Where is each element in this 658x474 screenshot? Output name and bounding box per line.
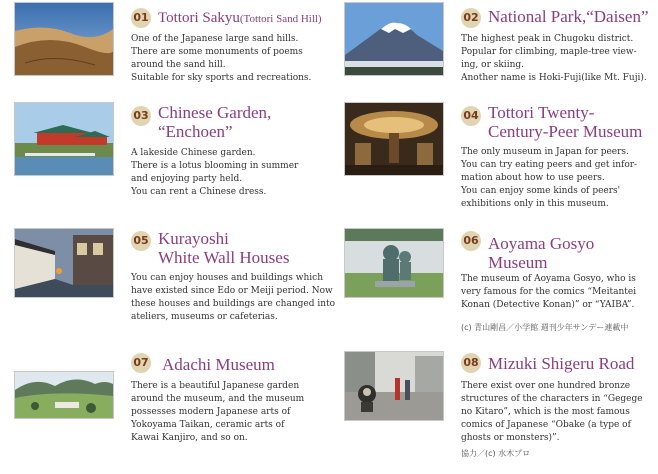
- spot-description: A lakeside Chinese garden. There is a lotus blooming in summer and enjoying party held. You can rent a Chinese dress.: [131, 148, 299, 197]
- daisen-photo[interactable]: [344, 2, 444, 76]
- tottori-sakyu-photo[interactable]: [14, 2, 114, 76]
- spot-title-main: Tottori Sakyu: [158, 10, 240, 26]
- spot-description: There exist over one hundred bronze structures of the characters in “Gegege no Kitaro”, which is the most famous comics of Japanese “Obake (a type of ghosts or monsters)”.: [461, 381, 643, 443]
- spot-card-daisen: [330, 2, 650, 118]
- spot-number-06: 06: [461, 231, 481, 251]
- spot-description: The museum of Aoyama Gosyo, who is very famous for the comics “Meitantei Konan (Detective Konan)” or “YAIBA”.: [461, 274, 637, 310]
- copyright-credit: (c) 青山剛昌／小学館 週刊少年サンデー連載中: [461, 323, 629, 332]
- adachi-museum-photo[interactable]: [14, 371, 114, 419]
- spot-number-07: 07: [131, 353, 151, 373]
- spot-title[interactable]: Mizuki Shigeru Road: [488, 354, 635, 373]
- peer-museum-photo[interactable]: [344, 102, 444, 176]
- spot-card-kurayoshi: [0, 228, 336, 344]
- spot-title[interactable]: Tottori Twenty- Century-Peer Museum: [488, 103, 643, 141]
- spot-number-05: 05: [131, 231, 151, 251]
- spot-title-sub: (Tottori Sand Hill): [239, 13, 322, 25]
- spot-description: You can enjoy houses and buildings which have existed since Edo or Meiji period. Now these houses and buildings are changed into ateliers, museums or cafeterias.: [131, 273, 336, 322]
- spot-card-adachi-museum: [0, 347, 320, 463]
- spot-card-tottori-sakyu: [0, 2, 320, 118]
- spot-title[interactable]: Chinese Garden, “Enchoen”: [158, 103, 272, 141]
- spot-description: The highest peak in Chugoku district. Popular for climbing, maple-tree view- ing, or skiing. Another name is Hoki-Fuji(like Mt. Fuji).: [461, 34, 647, 83]
- enchoen-photo[interactable]: [14, 102, 114, 176]
- copyright-credit: 協力／(c) 水木プロ: [461, 449, 531, 458]
- spot-title[interactable]: [158, 9, 322, 29]
- spot-title[interactable]: Adachi Museum: [162, 355, 275, 374]
- spot-number-02: 02: [461, 8, 481, 28]
- spot-title[interactable]: National Park,“Daisen”: [488, 7, 649, 26]
- spot-number-03: 03: [131, 106, 151, 126]
- kurayoshi-photo[interactable]: [14, 228, 114, 298]
- spot-number-08: 08: [461, 353, 481, 373]
- spot-number-01: 01: [131, 8, 151, 28]
- spot-description: The only museum in Japan for peers. You can try eating peers and get infor- mation about how to use peers. You can enjoy some kinds of peers' exhibitions only in this museum.: [461, 147, 638, 209]
- spot-description: There is a beautiful Japanese garden around the museum, and the museum possesses modern Japanese arts of Yokoyama Taikan, ceramic arts of Kawai Kanjiro, and so on.: [131, 381, 305, 443]
- spot-card-mizuki-shigeru-road: [330, 347, 650, 463]
- spot-description: One of the Japanese large sand hills. There are some monuments of poems around the sand hill. Suitable for sky sports and recreations.: [131, 34, 312, 83]
- mizuki-road-photo[interactable]: [344, 351, 444, 421]
- spot-title[interactable]: Aoyama Gosyo Museum: [488, 234, 595, 272]
- spot-card-aoyama-gosyo: [330, 228, 650, 344]
- spot-title[interactable]: Kurayoshi White Wall Houses: [158, 229, 290, 267]
- spot-card-peer-museum: [330, 102, 650, 218]
- spot-card-enchoen: [0, 102, 320, 218]
- spot-number-04: 04: [461, 106, 481, 126]
- aoyama-gosyo-photo[interactable]: [344, 228, 444, 298]
